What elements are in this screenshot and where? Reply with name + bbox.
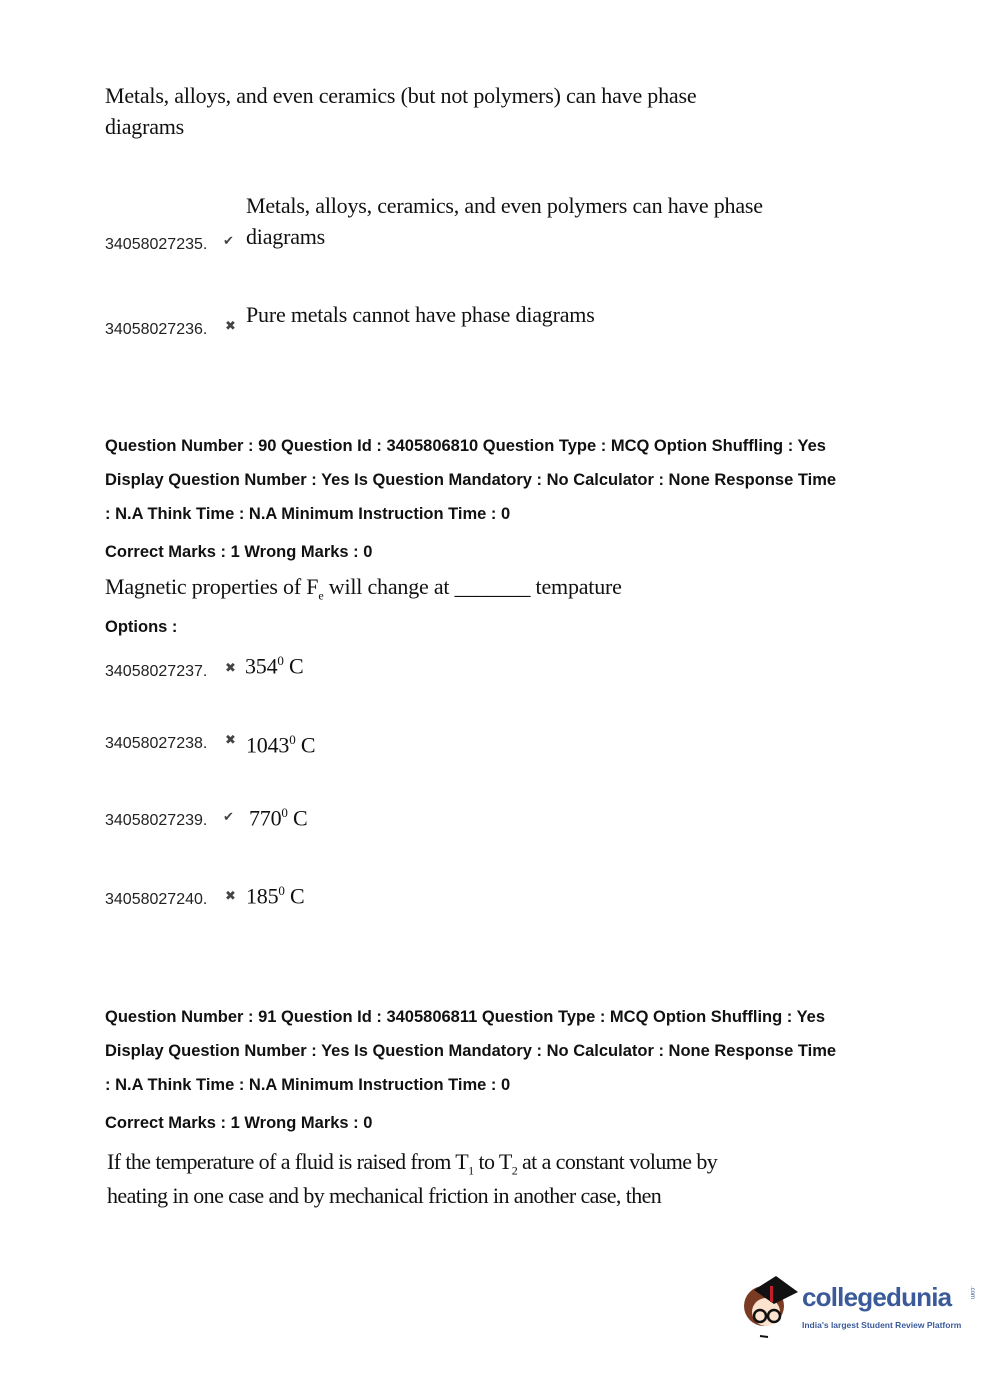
option-id: 34058027235.: [105, 236, 208, 253]
question-meta: Display Question Number : Yes Is Question Mandatory : No Calculator : None Response Time: [105, 1042, 837, 1060]
question-text-part: will change at _______ tempature: [323, 574, 622, 599]
unit: C: [295, 732, 316, 758]
value: 770: [249, 805, 282, 831]
unit: C: [283, 653, 304, 679]
subscript: e: [318, 588, 324, 603]
logo-com: .com: [969, 1286, 975, 1300]
option-text: Metals, alloys, ceramics, and even polymers can have phase diagrams: [246, 193, 763, 249]
cross-icon: ✖: [225, 661, 236, 676]
option-id: 34058027240.: [105, 891, 208, 908]
options-label: Options :: [105, 618, 178, 636]
collegedunia-logo: [740, 1272, 990, 1342]
value: 354: [245, 653, 278, 679]
degree: 0: [289, 732, 296, 747]
degree: 0: [277, 653, 284, 668]
question-meta: : N.A Think Time : N.A Minimum Instruction Time : 0: [105, 1076, 511, 1094]
question-meta: : N.A Think Time : N.A Minimum Instruction Time : 0: [105, 505, 511, 523]
option-id: 34058027236.: [105, 321, 208, 338]
question-meta: Question Number : 90 Question Id : 3405806810 Question Type : MCQ Option Shuffling : Yes: [105, 437, 826, 455]
unit: C: [284, 883, 305, 909]
unit: C: [287, 805, 308, 831]
option-text: Pure metals cannot have phase diagrams: [246, 302, 595, 327]
mascot-icon: [740, 1272, 800, 1342]
marks-info: Correct Marks : 1 Wrong Marks : 0: [105, 543, 373, 561]
question-text-part: Magnetic properties of F: [105, 574, 319, 599]
question-text-part: to T: [473, 1149, 512, 1174]
option-value: [245, 645, 304, 681]
degree: 0: [281, 805, 288, 820]
logo-tagline: India's largest Student Review Platform: [802, 1320, 962, 1330]
value: 1043: [246, 732, 290, 758]
subscript: 2: [511, 1163, 518, 1178]
question-text-part: at a constant volume by: [517, 1149, 718, 1174]
cross-icon: ✖: [225, 889, 236, 904]
cross-icon: ✖: [225, 319, 236, 334]
option-value: [249, 797, 308, 833]
question-text-part: If the temperature of a fluid is raised from T: [107, 1149, 469, 1174]
option-text: Metals, alloys, and even ceramics (but not polymers) can have phase diagrams: [105, 83, 697, 139]
option-id: 34058027238.: [105, 735, 208, 752]
marks-info: Correct Marks : 1 Wrong Marks : 0: [105, 1114, 373, 1132]
question-text: [105, 571, 622, 611]
check-icon: ✔: [223, 234, 234, 249]
option-id: 34058027239.: [105, 812, 208, 829]
question-text: heating in one case and by mechanical friction in another case, then: [107, 1183, 662, 1208]
question-meta: Display Question Number : Yes Is Question Mandatory : No Calculator : None Response Time: [105, 471, 837, 489]
option-value: [246, 875, 305, 911]
logo-name: collegedunia: [802, 1282, 952, 1312]
option-value: [246, 724, 315, 760]
option-id: 34058027237.: [105, 663, 208, 680]
question-meta: Question Number : 91 Question Id : 3405806811 Question Type : MCQ Option Shuffling : Yes: [105, 1008, 826, 1026]
cross-icon: ✖: [225, 733, 236, 748]
check-icon: ✔: [223, 810, 234, 825]
value: 185: [246, 883, 279, 909]
subscript: 1: [468, 1163, 474, 1178]
degree: 0: [278, 883, 285, 898]
